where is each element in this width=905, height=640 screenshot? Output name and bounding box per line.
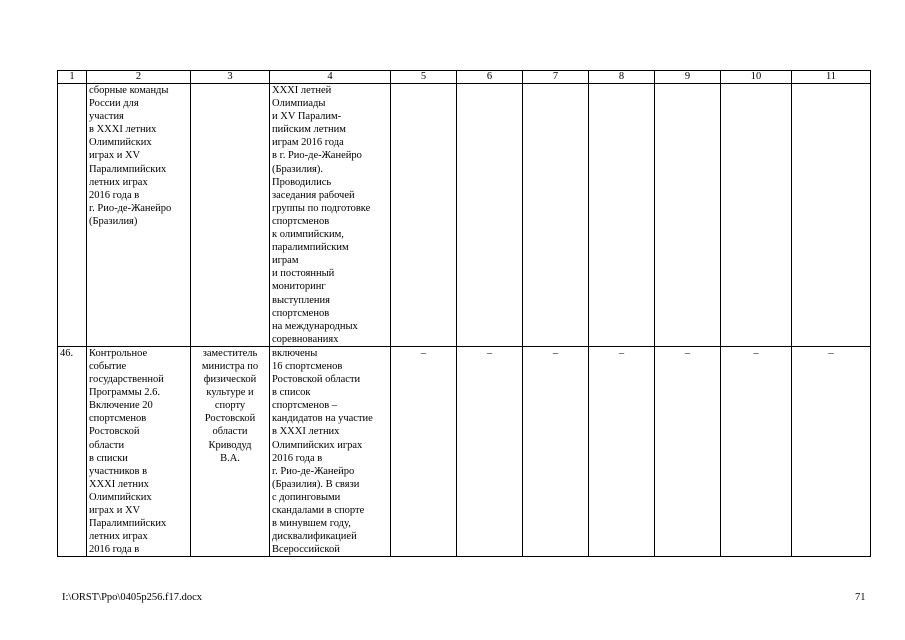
cell-text-line: (Бразилия) <box>89 215 138 227</box>
cell-text-line: 2016 года в <box>89 544 140 556</box>
column-number-header-row <box>58 71 871 84</box>
cell-text-line: Всероссийской <box>272 544 340 556</box>
footer-file-path: I:\ORST\Ppo\0405p256.f17.docx <box>62 592 203 603</box>
cell-text-line: спортсменов <box>272 307 330 319</box>
cell-text-line: группы по подготовке <box>272 202 371 214</box>
column-number: 10 <box>721 71 792 84</box>
cell-text-line: физической <box>203 374 257 386</box>
cell-text-line: Паралимпийских <box>89 163 167 175</box>
cell-text-line: области <box>212 426 248 438</box>
column-number: 4 <box>270 71 391 84</box>
cell-text-line: летних играх <box>89 176 148 188</box>
cell-text-line: Ростовской области <box>272 374 361 386</box>
table-row-continued <box>58 84 871 347</box>
cell-text-line: заседания рабочей <box>272 189 355 201</box>
cell-text-line: в список <box>272 387 311 399</box>
data-cell <box>457 84 523 347</box>
document-table <box>57 70 871 557</box>
table-row-46 <box>58 346 871 557</box>
dash-cell: – <box>523 346 589 557</box>
cell-text-line: в XXXI летних <box>272 426 340 438</box>
cell-text-line: мониторинг <box>272 281 326 293</box>
cell-text-line: министра по <box>201 360 259 372</box>
dash-cell: – <box>655 346 721 557</box>
cell-text-line: 2016 года в <box>89 189 140 201</box>
cell-text-line: пийским летним <box>272 124 346 136</box>
cell-text-line: играм <box>272 255 299 267</box>
cell-text-line: играм 2016 года <box>272 137 344 149</box>
cell-text-line: и XV Паралим- <box>272 111 342 123</box>
row-number-cell <box>58 84 87 347</box>
dash-cell: – <box>391 346 457 557</box>
column-number: 9 <box>655 71 721 84</box>
cell-text-line: России для <box>89 98 139 110</box>
cell-text-line: Олимпийских <box>89 137 152 149</box>
cell-text-line: области <box>89 439 125 451</box>
cell-text-line: в XXXI летних <box>89 124 157 136</box>
page-number: 71 <box>855 592 866 603</box>
cell-text-line: выступления <box>272 294 330 306</box>
cell-text-line: (Бразилия). В связи <box>272 478 360 490</box>
cell-text-line: участников в <box>89 465 148 477</box>
cell-text-line: к олимпийским, <box>272 229 344 241</box>
column-number: 3 <box>191 71 270 84</box>
column-number: 8 <box>589 71 655 84</box>
cell-text-line: кандидатов на участие <box>272 413 373 425</box>
data-cell <box>523 84 589 347</box>
dash-cell: – <box>457 346 523 557</box>
cell-text-line: играх и XV <box>89 150 141 162</box>
dash-cell: – <box>721 346 792 557</box>
column-number: 11 <box>792 71 871 84</box>
cell-text-line: г. Рио-де-Жанейро <box>272 465 355 477</box>
cell-text-line: Контрольное <box>89 347 148 359</box>
data-cell <box>792 84 871 347</box>
cell-text-line: сборные команды <box>89 85 169 96</box>
cell-text-line: Ростовской <box>204 413 256 425</box>
event-description-cell <box>87 346 191 557</box>
data-cell <box>655 84 721 347</box>
column-number: 2 <box>87 71 191 84</box>
cell-text-line: 16 спортсменов <box>272 360 343 372</box>
cell-text-line: участия <box>89 111 124 123</box>
data-cell <box>589 84 655 347</box>
dash-cell: – <box>589 346 655 557</box>
cell-text-line: культуре и <box>206 387 254 399</box>
cell-text-line: включены <box>272 347 318 359</box>
cell-text-line: Проводились <box>272 176 332 188</box>
event-description-cell <box>87 84 191 347</box>
cell-text-line: паралимпийским <box>272 242 349 254</box>
cell-text-line: В.А. <box>220 452 240 464</box>
data-cell <box>721 84 792 347</box>
cell-text-line: Включение 20 <box>89 400 153 412</box>
cell-text-line: (Бразилия). <box>272 163 324 175</box>
cell-text-line: государственной <box>89 374 164 386</box>
column-number: 6 <box>457 71 523 84</box>
cell-text-line: спортсменов <box>272 215 330 227</box>
column-number: 1 <box>58 71 87 84</box>
cell-text-line: дисквалификацией <box>272 531 357 543</box>
cell-text-line: спортсменов <box>89 413 147 425</box>
cell-text-line: в минувшем году, <box>272 518 351 530</box>
cell-text-line: в г. Рио-де-Жанейро <box>272 150 362 162</box>
cell-text-line: XXXI летних <box>89 478 149 490</box>
cell-text-line: 2016 года в <box>272 452 323 464</box>
cell-text-line: и постоянный <box>272 268 335 280</box>
responsible-person-cell <box>191 346 270 557</box>
cell-text-line: Программы 2.6. <box>89 387 161 399</box>
responsible-person-cell <box>191 84 270 347</box>
cell-text-line: Олимпиады <box>272 98 326 110</box>
cell-text-line: Криводуд <box>208 439 252 451</box>
cell-text-line: Олимпийских <box>89 491 152 503</box>
cell-text-line: соревнованиях <box>272 333 339 345</box>
cell-text-line: спортсменов – <box>272 400 338 412</box>
cell-text-line: на международных <box>272 320 358 332</box>
dash-cell: – <box>792 346 871 557</box>
cell-text-line: играх и XV <box>89 505 141 516</box>
row-number-cell: 46. <box>58 346 87 557</box>
execution-result-cell <box>270 84 391 347</box>
cell-text-line: скандалами в спорте <box>272 505 365 516</box>
cell-text-line: Ростовской <box>89 426 140 438</box>
cell-text-line: событие <box>89 360 127 372</box>
cell-text-line: с допинговыми <box>272 491 341 503</box>
data-cell <box>391 84 457 347</box>
cell-text-line: спорту <box>214 400 246 412</box>
cell-text-line: летних играх <box>89 531 148 543</box>
cell-text-line: XXXI летней <box>272 85 332 96</box>
cell-text-line: Олимпийских играх <box>272 439 363 451</box>
cell-text-line: г. Рио-де-Жанейро <box>89 202 172 214</box>
cell-text-line: заместитель <box>202 347 258 359</box>
column-number: 5 <box>391 71 457 84</box>
cell-text-line: в списки <box>89 452 128 464</box>
column-number: 7 <box>523 71 589 84</box>
execution-result-cell <box>270 346 391 557</box>
cell-text-line: Паралимпийских <box>89 518 167 530</box>
